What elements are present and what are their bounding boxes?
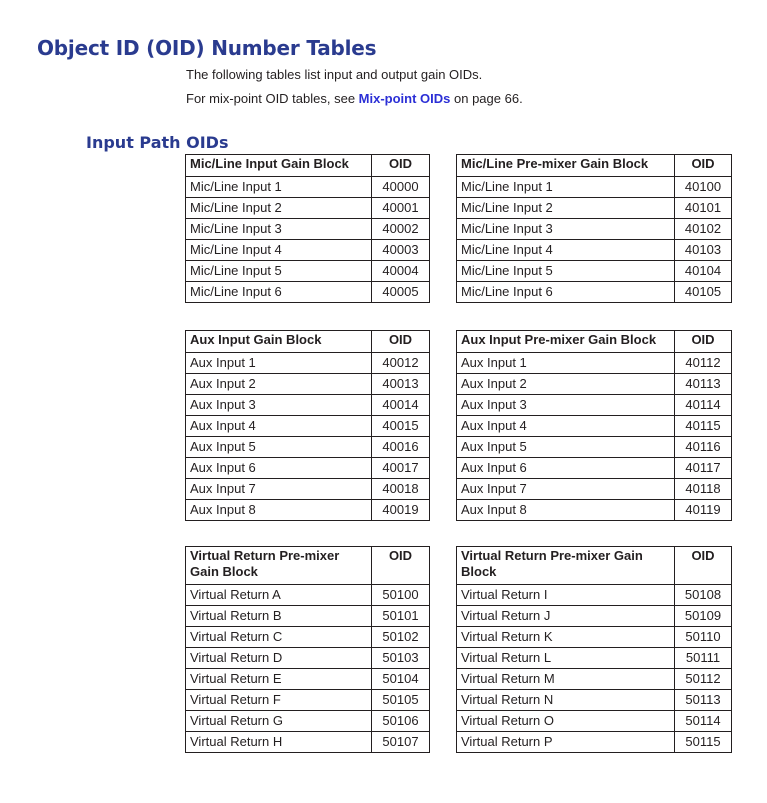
section-heading: Input Path OIDs <box>86 133 229 152</box>
row-oid: 40001 <box>372 198 430 219</box>
row-oid: 40003 <box>372 240 430 261</box>
row-name: Mic/Line Input 6 <box>186 282 372 303</box>
row-oid: 40002 <box>372 219 430 240</box>
table-row <box>186 240 430 261</box>
table-row <box>186 690 430 711</box>
row-oid: 40100 <box>675 177 732 198</box>
table-row <box>457 219 732 240</box>
table-row <box>186 648 430 669</box>
row-name: Aux Input 6 <box>457 458 675 479</box>
row-name: Mic/Line Input 1 <box>457 177 675 198</box>
column-header-oid: OID <box>675 155 732 177</box>
reference-prefix: For mix-point OID tables, see <box>186 91 359 106</box>
column-header-block: Aux Input Gain Block <box>186 331 372 353</box>
row-oid: 40119 <box>675 500 732 521</box>
table-row <box>186 353 430 374</box>
row-name: Virtual Return N <box>457 690 675 711</box>
row-name: Aux Input 2 <box>457 374 675 395</box>
row-oid: 40112 <box>675 353 732 374</box>
mix-point-oids-link[interactable]: Mix-point OIDs <box>358 91 451 106</box>
mic-line-premixer-gain-table <box>456 154 732 303</box>
table-row <box>186 219 430 240</box>
row-name: Virtual Return M <box>457 669 675 690</box>
row-oid: 50102 <box>372 627 430 648</box>
row-oid: 40012 <box>372 353 430 374</box>
row-oid: 50114 <box>675 711 732 732</box>
row-oid: 40115 <box>675 416 732 437</box>
table-row <box>457 690 732 711</box>
table-row <box>457 395 732 416</box>
row-name: Mic/Line Input 5 <box>186 261 372 282</box>
row-name: Virtual Return K <box>457 627 675 648</box>
row-name: Mic/Line Input 6 <box>457 282 675 303</box>
row-oid: 40000 <box>372 177 430 198</box>
table-row <box>457 240 732 261</box>
row-name: Aux Input 6 <box>186 458 372 479</box>
table-row <box>186 416 430 437</box>
row-name: Mic/Line Input 1 <box>186 177 372 198</box>
row-oid: 50115 <box>675 732 732 753</box>
column-header-block: Virtual Return Pre-mixer Gain Block <box>457 547 675 585</box>
row-name: Virtual Return L <box>457 648 675 669</box>
row-name: Mic/Line Input 3 <box>186 219 372 240</box>
row-oid: 40105 <box>675 282 732 303</box>
row-oid: 50105 <box>372 690 430 711</box>
table-row <box>186 669 430 690</box>
mic-line-input-gain-table <box>185 154 430 303</box>
row-name: Virtual Return C <box>186 627 372 648</box>
table-row <box>186 711 430 732</box>
row-oid: 40116 <box>675 437 732 458</box>
row-name: Mic/Line Input 5 <box>457 261 675 282</box>
column-header-block: Mic/Line Input Gain Block <box>186 155 372 177</box>
row-oid: 40019 <box>372 500 430 521</box>
row-oid: 40114 <box>675 395 732 416</box>
table-row <box>186 282 430 303</box>
table-row <box>186 585 430 606</box>
row-name: Mic/Line Input 4 <box>186 240 372 261</box>
table-row <box>457 711 732 732</box>
row-oid: 50112 <box>675 669 732 690</box>
table-row <box>457 606 732 627</box>
row-oid: 40118 <box>675 479 732 500</box>
table-row <box>457 585 732 606</box>
table-row <box>186 395 430 416</box>
table-row <box>457 500 732 521</box>
table-row <box>186 458 430 479</box>
virtual-return-premixer-gain-table-i-p <box>456 546 732 753</box>
row-name: Virtual Return H <box>186 732 372 753</box>
row-oid: 40004 <box>372 261 430 282</box>
table-row <box>186 500 430 521</box>
row-oid: 50103 <box>372 648 430 669</box>
row-name: Aux Input 1 <box>186 353 372 374</box>
row-name: Aux Input 4 <box>457 416 675 437</box>
row-oid: 50104 <box>372 669 430 690</box>
reference-text <box>186 91 523 106</box>
table-row <box>186 198 430 219</box>
column-header-block: Mic/Line Pre-mixer Gain Block <box>457 155 675 177</box>
row-name: Aux Input 1 <box>457 353 675 374</box>
reference-suffix: on page 66. <box>450 91 523 106</box>
table-row <box>457 282 732 303</box>
row-name: Virtual Return F <box>186 690 372 711</box>
row-oid: 40017 <box>372 458 430 479</box>
row-name: Mic/Line Input 2 <box>186 198 372 219</box>
row-name: Aux Input 7 <box>457 479 675 500</box>
row-name: Virtual Return G <box>186 711 372 732</box>
intro-text: The following tables list input and output gain OIDs. <box>186 67 483 82</box>
table-row <box>186 606 430 627</box>
row-name: Aux Input 4 <box>186 416 372 437</box>
table-row <box>457 198 732 219</box>
row-name: Virtual Return E <box>186 669 372 690</box>
row-oid: 40104 <box>675 261 732 282</box>
row-name: Aux Input 2 <box>186 374 372 395</box>
row-name: Virtual Return A <box>186 585 372 606</box>
row-oid: 40117 <box>675 458 732 479</box>
row-name: Aux Input 5 <box>186 437 372 458</box>
table-row <box>457 261 732 282</box>
table-row <box>186 627 430 648</box>
virtual-return-premixer-gain-table-a-h <box>185 546 430 753</box>
aux-input-premixer-gain-table <box>456 330 732 521</box>
column-header-oid: OID <box>372 547 430 585</box>
table-row <box>457 669 732 690</box>
table-row <box>457 374 732 395</box>
row-name: Aux Input 7 <box>186 479 372 500</box>
page-title: Object ID (OID) Number Tables <box>37 36 377 60</box>
row-name: Aux Input 8 <box>457 500 675 521</box>
row-oid: 50109 <box>675 606 732 627</box>
column-header-oid: OID <box>675 547 732 585</box>
row-oid: 50110 <box>675 627 732 648</box>
row-name: Aux Input 3 <box>186 395 372 416</box>
row-name: Virtual Return D <box>186 648 372 669</box>
row-name: Mic/Line Input 2 <box>457 198 675 219</box>
row-oid: 40113 <box>675 374 732 395</box>
table-row <box>186 437 430 458</box>
row-oid: 40016 <box>372 437 430 458</box>
row-oid: 40102 <box>675 219 732 240</box>
column-header-block: Virtual Return Pre-mixer Gain Block <box>186 547 372 585</box>
table-row <box>457 177 732 198</box>
row-name: Virtual Return J <box>457 606 675 627</box>
row-oid: 50108 <box>675 585 732 606</box>
table-row <box>457 353 732 374</box>
row-name: Virtual Return P <box>457 732 675 753</box>
row-oid: 50111 <box>675 648 732 669</box>
row-oid: 50100 <box>372 585 430 606</box>
row-oid: 40101 <box>675 198 732 219</box>
row-oid: 50113 <box>675 690 732 711</box>
table-row <box>457 627 732 648</box>
column-header-block: Aux Input Pre-mixer Gain Block <box>457 331 675 353</box>
row-name: Mic/Line Input 4 <box>457 240 675 261</box>
row-oid: 40005 <box>372 282 430 303</box>
row-oid: 50101 <box>372 606 430 627</box>
table-row <box>186 374 430 395</box>
table-row <box>186 261 430 282</box>
row-name: Aux Input 8 <box>186 500 372 521</box>
table-row <box>457 732 732 753</box>
row-oid: 40014 <box>372 395 430 416</box>
row-name: Aux Input 3 <box>457 395 675 416</box>
row-oid: 40103 <box>675 240 732 261</box>
aux-input-gain-table <box>185 330 430 521</box>
table-row <box>457 437 732 458</box>
row-name: Virtual Return I <box>457 585 675 606</box>
row-oid: 40013 <box>372 374 430 395</box>
table-row <box>186 479 430 500</box>
row-name: Aux Input 5 <box>457 437 675 458</box>
column-header-oid: OID <box>372 331 430 353</box>
table-row <box>186 177 430 198</box>
row-oid: 50107 <box>372 732 430 753</box>
column-header-oid: OID <box>372 155 430 177</box>
column-header-oid: OID <box>675 331 732 353</box>
row-name: Mic/Line Input 3 <box>457 219 675 240</box>
table-row <box>457 648 732 669</box>
row-oid: 40018 <box>372 479 430 500</box>
row-name: Virtual Return B <box>186 606 372 627</box>
table-row <box>186 732 430 753</box>
row-oid: 50106 <box>372 711 430 732</box>
table-row <box>457 416 732 437</box>
row-oid: 40015 <box>372 416 430 437</box>
table-row <box>457 479 732 500</box>
row-name: Virtual Return O <box>457 711 675 732</box>
table-row <box>457 458 732 479</box>
